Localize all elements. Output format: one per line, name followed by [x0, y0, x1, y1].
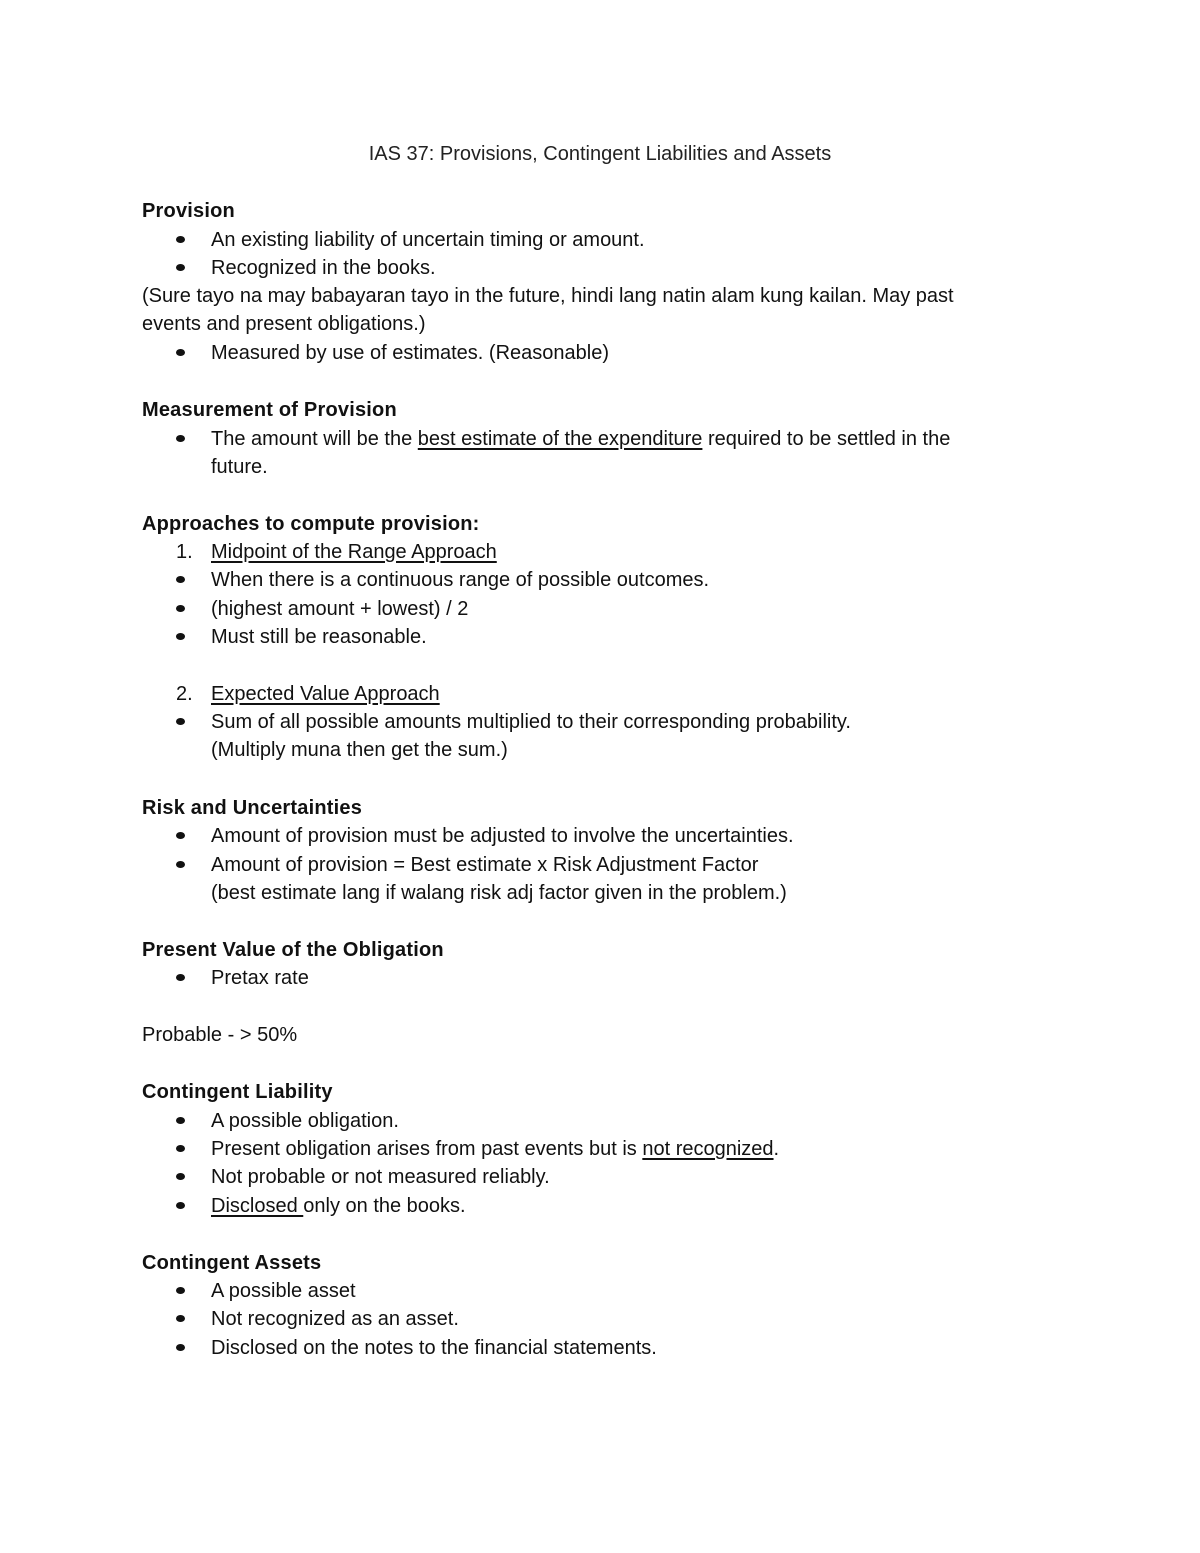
bullet-icon: [176, 576, 185, 583]
paragraph-note: events and present obligations.): [142, 313, 426, 335]
list-item-text: An existing liability of uncertain timing or amount.: [211, 229, 645, 251]
numbered-item-title: Expected Value Approach: [211, 683, 440, 705]
text-segment: required to be settled in the: [702, 428, 951, 450]
bullet-icon: [176, 1315, 185, 1322]
section-heading-contingent-assets: Contingent Assets: [142, 1252, 322, 1274]
document-title: IAS 37: Provisions, Contingent Liabilities and Assets: [368, 143, 832, 165]
section-heading-provision: Provision: [142, 200, 235, 222]
bullet-icon: [176, 236, 185, 243]
list-number: 1.: [176, 541, 193, 563]
list-item-text: Amount of provision must be adjusted to involve the uncertainties.: [211, 825, 794, 847]
bullet-icon: [176, 349, 185, 356]
bullet-icon: [176, 718, 185, 725]
underlined-text: best estimate of the expenditure: [417, 428, 703, 450]
bullet-icon: [176, 435, 185, 442]
list-item-text: Recognized in the books.: [211, 257, 436, 279]
list-item-text: Not probable or not measured reliably.: [211, 1166, 550, 1188]
list-item-text: [211, 425, 950, 453]
section-heading-contingent-liability: Contingent Liability: [142, 1081, 333, 1103]
bullet-icon: [176, 1202, 185, 1209]
bullet-icon: [176, 861, 185, 868]
bullet-icon: [176, 605, 185, 612]
list-item-text: Measured by use of estimates. (Reasonable): [211, 342, 609, 364]
bullet-icon: [176, 1344, 185, 1351]
bullet-icon: [176, 1145, 185, 1152]
bullet-icon: [176, 1287, 185, 1294]
section-heading-present-value: Present Value of the Obligation: [142, 939, 444, 961]
bullet-icon: [176, 1117, 185, 1124]
list-item-text: [211, 1192, 466, 1220]
list-item-continuation: (Multiply muna then get the sum.): [211, 739, 508, 761]
probable-definition: Probable - > 50%: [142, 1024, 298, 1046]
bullet-icon: [176, 1173, 185, 1180]
list-item-continuation: future.: [211, 456, 268, 478]
list-number: 2.: [176, 683, 193, 705]
list-item-text: A possible obligation.: [211, 1110, 399, 1132]
bullet-icon: [176, 832, 185, 839]
list-item-continuation: (best estimate lang if walang risk adj factor given in the problem.): [211, 882, 787, 904]
list-item-text: [211, 1135, 779, 1163]
list-item-text: A possible asset: [211, 1280, 356, 1302]
list-item-text: Not recognized as an asset.: [211, 1308, 459, 1330]
list-item-text: Amount of provision = Best estimate x Risk Adjustment Factor: [211, 854, 759, 876]
list-item-text: Pretax rate: [211, 967, 309, 989]
list-item-text: When there is a continuous range of possible outcomes.: [211, 569, 710, 591]
list-item-text: Disclosed on the notes to the financial statements.: [211, 1337, 657, 1359]
text-segment: .: [773, 1138, 780, 1160]
section-heading-risk: Risk and Uncertainties: [142, 797, 363, 819]
bullet-icon: [176, 974, 185, 981]
text-segment: only on the books.: [303, 1195, 466, 1217]
list-item-text: (highest amount + lowest) / 2: [211, 598, 469, 620]
bullet-icon: [176, 633, 185, 640]
underlined-text: not recognized: [642, 1138, 774, 1160]
underlined-text: Disclosed: [211, 1195, 304, 1217]
text-segment: Present obligation arises from past events but is: [211, 1138, 643, 1160]
paragraph-note: (Sure tayo na may babayaran tayo in the future, hindi lang natin alam kung kailan. May past: [142, 285, 954, 307]
text-segment: The amount will be the: [211, 428, 418, 450]
bullet-icon: [176, 264, 185, 271]
list-item-text: Sum of all possible amounts multiplied to their corresponding probability.: [211, 711, 851, 733]
section-heading-measurement: Measurement of Provision: [142, 399, 397, 421]
list-item-text: Must still be reasonable.: [211, 626, 427, 648]
section-heading-approaches: Approaches to compute provision:: [142, 513, 480, 535]
numbered-item-title: Midpoint of the Range Approach: [211, 541, 497, 563]
